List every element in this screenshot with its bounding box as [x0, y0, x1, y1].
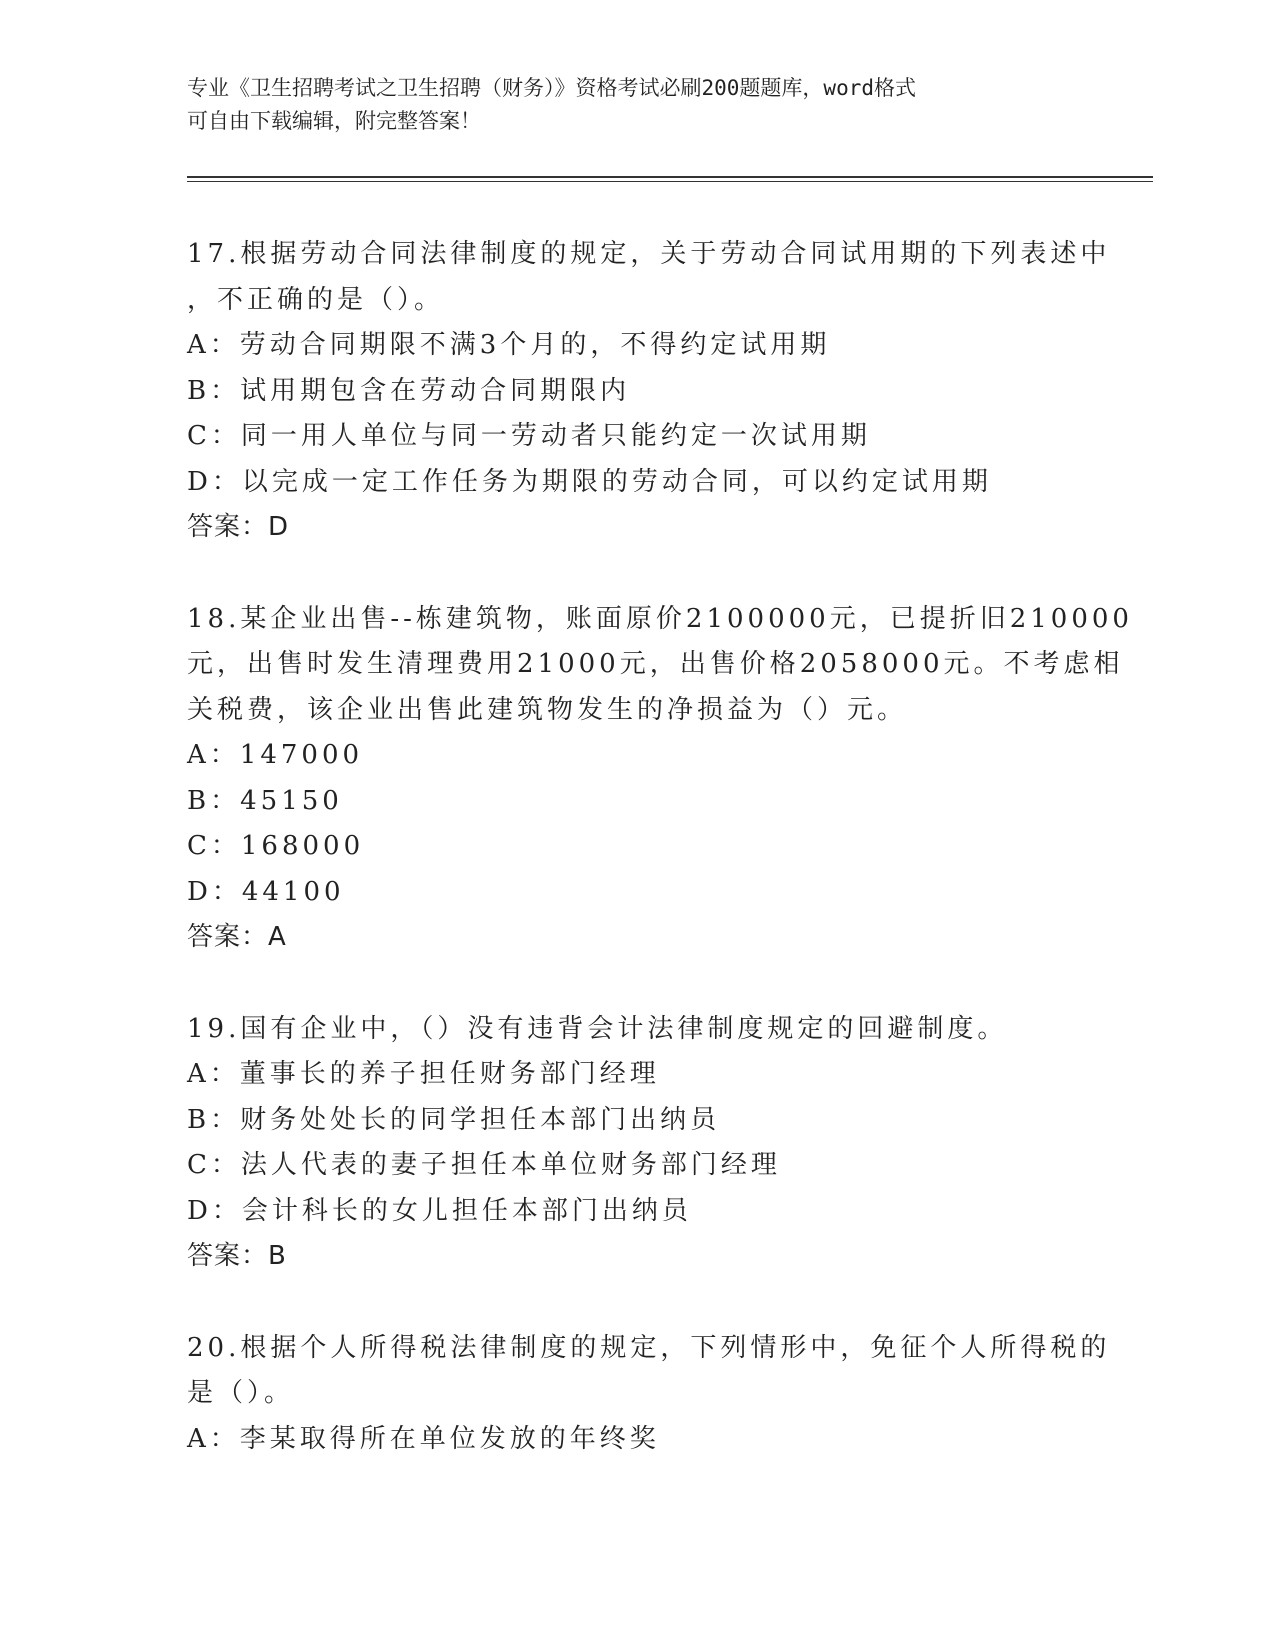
question-stem-line: ，不正确的是（）。	[187, 284, 445, 315]
question-stem-line: 关税费，该企业出售此建筑物发生的净损益为（）元。	[187, 694, 908, 725]
question-stem-line: 元，出售时发生清理费用21000元，出售价格2058000元。不考虑相	[187, 649, 1124, 679]
question-block	[187, 1007, 1087, 1280]
answer-key: 答案：D	[187, 512, 290, 542]
header-divider-thick	[187, 176, 1153, 178]
answer-option: D：以完成一定工作任务为期限的劳动合同，可以约定试用期	[187, 466, 992, 497]
answer-option: C：法人代表的妻子担任本单位财务部门经理	[187, 1150, 781, 1180]
header-line-2: 可自由下载编辑，附完整答案！	[187, 109, 481, 133]
answer-option: A：劳动合同期限不满3个月的，不得约定试用期	[187, 330, 831, 360]
answer-option: A：147000	[187, 740, 364, 770]
answer-option: B：45150	[187, 785, 343, 816]
question-block	[187, 1326, 1111, 1463]
answer-option: C：168000	[187, 831, 365, 861]
question-stem-line: 17.根据劳动合同法律制度的规定，关于劳动合同试用期的下列表述中	[187, 239, 1111, 269]
document-header	[187, 72, 1067, 138]
answer-key: 答案：A	[187, 922, 287, 952]
question-stem-line: 18.某企业出售--栋建筑物，账面原价2100000元，已提折旧210000	[187, 603, 1133, 634]
question-stem-line: 是（）。	[187, 1378, 295, 1408]
header-line-1: 专业《卫生招聘考试之卫生招聘（财务）》资格考试必刷200题题库，word格式	[187, 76, 916, 100]
question-stem-line: 19.国有企业中，（）没有违背会计法律制度规定的回避制度。	[187, 1013, 1008, 1044]
answer-option: B：财务处处长的同学担任本部门出纳员	[187, 1104, 721, 1135]
question-block	[187, 232, 1111, 551]
question-list	[187, 232, 1133, 1508]
answer-option: C：同一用人单位与同一劳动者只能约定一次试用期	[187, 421, 871, 451]
answer-key: 答案：B	[187, 1241, 287, 1271]
answer-option: B：试用期包含在劳动合同期限内	[187, 375, 631, 406]
question-stem-line: 20.根据个人所得税法律制度的规定，下列情形中，免征个人所得税的	[187, 1332, 1111, 1363]
answer-option: A：李某取得所在单位发放的年终奖	[187, 1423, 660, 1454]
answer-option: A：董事长的养子担任财务部门经理	[187, 1059, 660, 1089]
answer-option: D：会计科长的女儿担任本部门出纳员	[187, 1195, 692, 1226]
question-block	[187, 597, 1133, 961]
header-divider-thin	[187, 181, 1153, 182]
answer-option: D：44100	[187, 876, 345, 907]
